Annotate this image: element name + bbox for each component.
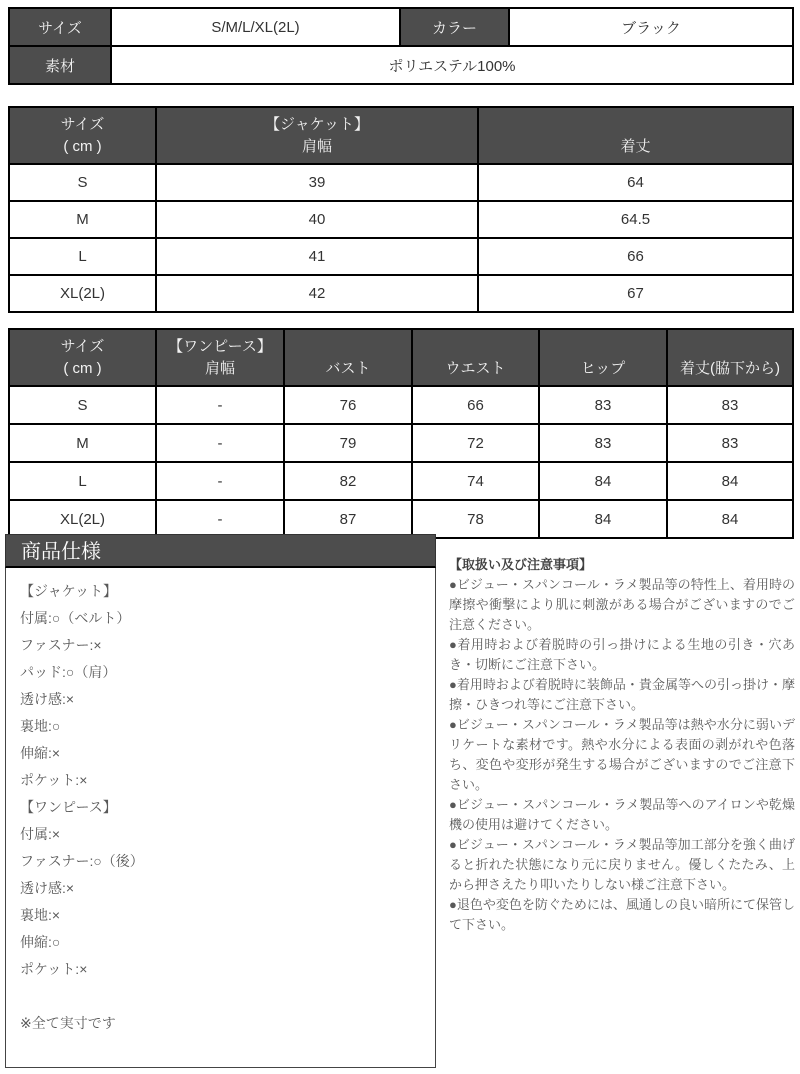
jacket-length-cell: 66 [478,238,793,275]
onepiece-col-waist [412,329,539,386]
onepiece-length-cell: 84 [667,462,793,500]
jacket-shoulder-cell: 41 [156,238,478,275]
precautions-title: 【取扱い及び注意事項】 [449,557,593,572]
jacket-size-cell: XL(2L) [9,275,156,312]
onepiece-col-shoulder-bottom: 肩幅 [204,359,235,377]
onepiece-waist-cell: 74 [412,462,539,500]
info-table [8,7,794,85]
onepiece-bust-cell: 87 [284,500,412,538]
onepiece-col-size [9,329,156,386]
jacket-col-shoulder-bottom: 肩幅 [301,137,332,155]
spec-line: 伸縮:× [20,745,61,761]
jacket-row-l [9,238,793,275]
onepiece-row-s [9,386,793,424]
onepiece-col-shoulder [156,329,284,386]
jacket-size-cell: S [9,164,156,201]
spec-line: 【ワンピース】 [20,799,117,815]
jacket-col-shoulder-top: 【ジャケット】 [265,115,369,133]
material-value-cell: ポリエステル100% [111,46,793,84]
spec-line: 伸縮:○ [20,934,61,950]
spec-line-blank [20,983,421,1010]
onepiece-col-bust-top [289,336,407,358]
onepiece-size-cell: M [9,424,156,462]
spec-line-note: ※全て実寸です [20,1015,116,1031]
onepiece-hip-cell: 83 [539,386,667,424]
onepiece-table-header [9,329,793,386]
jacket-shoulder-cell: 39 [156,164,478,201]
onepiece-row-xl [9,500,793,538]
precaution-item: ●ビジュー・スパンコール・ラメ製品等は熱や水分に弱いデリケートな素材です。熱や水分による表面の剥がれや色落ち、変色や変形が発生する場合がございますのでご注意下さい。 [449,717,795,792]
product-spec-box [5,534,436,1068]
onepiece-col-bust-bottom: バスト [325,359,371,377]
jacket-row-s [9,164,793,201]
spec-line: ファスナー:× [20,637,102,653]
onepiece-bust-cell: 76 [284,386,412,424]
onepiece-col-hip [539,329,667,386]
onepiece-shoulder-cell: - [156,424,284,462]
info-row-size-color [9,8,793,46]
onepiece-hip-cell: 84 [539,500,667,538]
spec-line: 透け感:× [20,691,75,707]
onepiece-col-shoulder-top: 【ワンピース】 [168,337,272,355]
jacket-row-xl [9,275,793,312]
jacket-col-size-bottom: ( cm ) [63,137,102,155]
jacket-length-cell: 67 [478,275,793,312]
product-spec-title: 商品仕様 [5,534,436,568]
precaution-item: ●ビジュー・スパンコール・ラメ製品等の特性上、着用時の摩擦や衝撃により肌に刺激がある場合がございますのでご注意ください。 [449,577,795,632]
bottom-section [5,534,795,1068]
spec-line: 裏地:× [20,907,61,923]
spec-line: パッド:○（肩） [20,664,117,680]
spec-line: 付属:× [20,826,61,842]
jacket-shoulder-cell: 40 [156,201,478,238]
onepiece-length-cell: 83 [667,424,793,462]
onepiece-col-length [667,329,793,386]
size-label-cell: サイズ [9,8,111,46]
onepiece-shoulder-cell: - [156,462,284,500]
jacket-row-m [9,201,793,238]
spec-line: ポケット:× [20,772,88,788]
precaution-item: ●ビジュー・スパンコール・ラメ製品等へのアイロンや乾燥機の使用は避けてください。 [449,797,795,832]
jacket-col-size-top: サイズ [60,115,105,133]
color-label-cell: カラー [400,8,509,46]
onepiece-hip-cell: 83 [539,424,667,462]
precaution-item: ●着用時および着脱時の引っ掛けによる生地の引き・穴あき・切断にご注意下さい。 [449,637,795,672]
onepiece-shoulder-cell: - [156,386,284,424]
onepiece-bust-cell: 82 [284,462,412,500]
spec-line: 付属:○（ベルト） [20,610,131,626]
spec-line: 裏地:○ [20,718,61,734]
jacket-size-table [8,106,794,313]
onepiece-col-size-top: サイズ [60,337,105,355]
onepiece-waist-cell: 72 [412,424,539,462]
jacket-size-cell: M [9,201,156,238]
jacket-col-length-top [483,114,788,136]
onepiece-bust-cell: 79 [284,424,412,462]
onepiece-shoulder-cell: - [156,500,284,538]
onepiece-col-length-bottom: 着丈(脇下から) [680,359,780,377]
onepiece-col-bust [284,329,412,386]
onepiece-col-hip-bottom: ヒップ [580,359,626,377]
jacket-col-length [478,107,793,164]
jacket-shoulder-cell: 42 [156,275,478,312]
onepiece-col-waist-top [417,336,534,358]
precaution-item: ●退色や変色を防ぐためには、風通しの良い暗所にて保管して下さい。 [449,897,795,932]
jacket-col-size [9,107,156,164]
precaution-item: ●着用時および着脱時に装飾品・貴金属等への引っ掛け・摩擦・ひきつれ等にご注意下さい。 [449,677,795,712]
jacket-table-header [9,107,793,164]
onepiece-length-cell: 83 [667,386,793,424]
jacket-col-length-bottom: 着丈 [620,137,651,155]
jacket-length-cell: 64.5 [478,201,793,238]
onepiece-row-l [9,462,793,500]
spec-line: 【ジャケット】 [20,583,118,599]
color-value-cell: ブラック [509,8,793,46]
info-row-material [9,46,793,84]
spec-line: ポケット:× [20,961,88,977]
onepiece-size-cell: L [9,462,156,500]
onepiece-col-hip-top [544,336,662,358]
onepiece-col-waist-bottom: ウエスト [445,359,506,377]
precaution-item: ●ビジュー・スパンコール・ラメ製品等加工部分を強く曲げると折れた状態になり元に戻りません。優しくたたみ、上から押さえたり叩いたりしない様ご注意下さい。 [449,837,795,892]
onepiece-row-m [9,424,793,462]
onepiece-size-cell: S [9,386,156,424]
jacket-size-cell: L [9,238,156,275]
onepiece-waist-cell: 78 [412,500,539,538]
product-spec-body [5,568,436,1068]
material-label-cell: 素材 [9,46,111,84]
size-value-cell: S/M/L/XL(2L) [111,8,400,46]
onepiece-size-cell: XL(2L) [9,500,156,538]
jacket-length-cell: 64 [478,164,793,201]
onepiece-col-size-bottom: ( cm ) [63,359,102,377]
onepiece-col-length-top [672,336,788,358]
onepiece-hip-cell: 84 [539,462,667,500]
precautions-section [449,534,795,935]
onepiece-waist-cell: 66 [412,386,539,424]
spec-line: ファスナー:○（後） [20,853,144,869]
onepiece-size-table [8,328,794,539]
spec-line: 透け感:× [20,880,75,896]
onepiece-length-cell: 84 [667,500,793,538]
jacket-col-shoulder [156,107,478,164]
